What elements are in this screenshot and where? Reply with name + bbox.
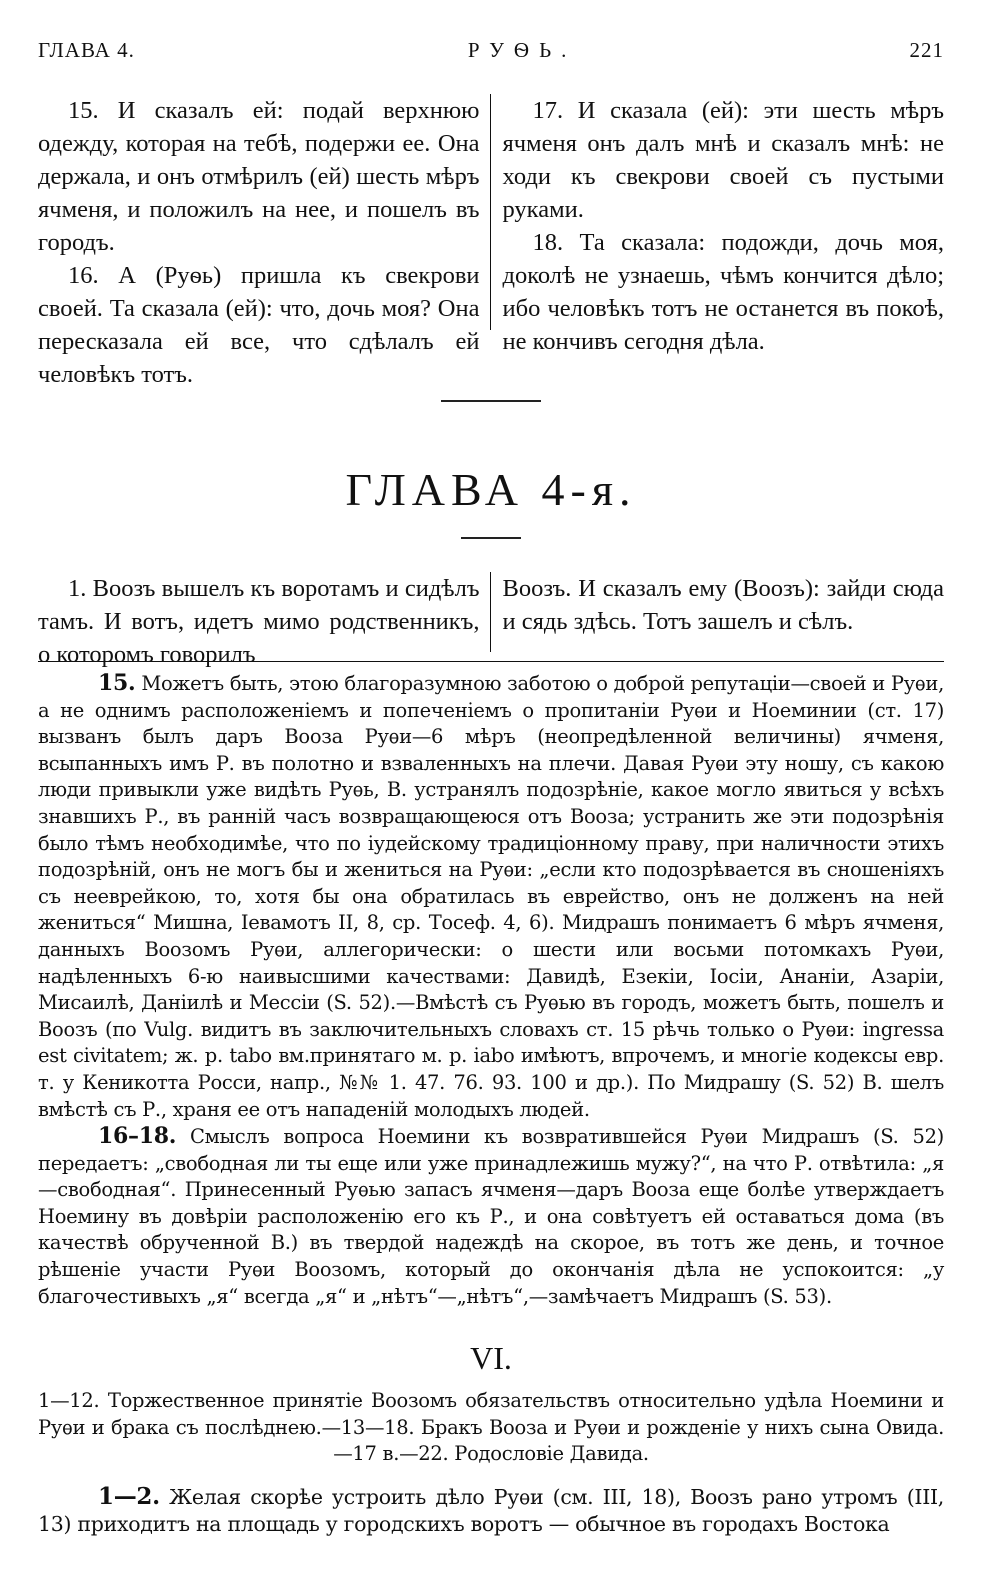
commentary-text: Желая скорѣе устроить дѣло Руѳи (см. III, 18), Воозъ рано утромъ (III, 13) приходитъ на площадь у городскихъ воротъ — обычное въ городахъ Востока bbox=[38, 1485, 944, 1536]
commentary-paragraph bbox=[38, 670, 944, 1123]
chapter4-right-column bbox=[491, 572, 945, 652]
commentary-text: Смыслъ вопроса Ноемини къ возвратившейся Руѳи Мидрашъ (S. 52) передаетъ: „свободная ли ты еще или уже принадлежишь мужу?“, на что Р. отвѣтила: „я—свободная“. Принесенный Руѳью запасъ ячменя—даръ Вооза еще болѣе утверждаетъ Ноемину въ довѣріи расположенію его къ Р., и она совѣтуетъ ей оставаться дома (въ качествѣ обрученной В.) въ твердой надеждѣ на скорое, въ тотъ же день, и точное рѣшеніе участи Руѳи Воозомъ, который до окончанія дѣла не успокоится: „у благочестивыхъ „я“ всегда „я“ и „нѣтъ“—„нѣтъ“,—замѣчаетъ Мидрашъ (S. 53). bbox=[38, 1125, 944, 1308]
header-chapter: ГЛАВА 4. bbox=[38, 38, 135, 62]
verse-16: 16. А (Руѳь) пришла къ свекрови своей. Та сказала (ей): что, дочь моя? Она пересказала ей все, что сдѣлалъ ей человѣкъ тотъ. bbox=[38, 262, 480, 388]
commentary-paragraph bbox=[38, 1123, 944, 1310]
running-header bbox=[38, 38, 944, 78]
summary-text: 1—12. Торжественное принятіе Воозомъ обязательствъ относительно удѣла Ноемини и Руѳи и брака съ послѣднею.—13—18. Бракъ Вооза и Руѳи и рожденіе у нихъ сына Овида.—17 в.—22. Родословіе Давида. bbox=[38, 1389, 944, 1466]
header-book-title: РУѲЬ. bbox=[467, 38, 577, 62]
verses-right-column bbox=[491, 94, 945, 355]
verse-15: 15. И сказалъ ей: подай верхнюю одежду, которая на тебѣ, подержи ее. Она держала, и онъ отмѣрилъ (ей) шесть мѣръ ячменя, и положилъ на нее, и пошелъ въ городъ. bbox=[38, 97, 480, 256]
verses-columns-bottom bbox=[38, 572, 944, 668]
commentary bbox=[38, 670, 944, 1310]
page-number: 221 bbox=[909, 38, 944, 62]
verse-17: 17. И сказала (ей): эти шесть мѣръ ячменя онъ далъ мнѣ и сказалъ мнѣ: не ходи къ свекрови своей съ пустыми руками. bbox=[502, 97, 944, 223]
section-summary bbox=[38, 1388, 944, 1468]
verse-4-1: 1. Воозъ вышелъ къ воротамъ и сидѣлъ тамъ. И вотъ, идетъ мимо родственникъ, о которомъ говорилъ bbox=[38, 575, 480, 668]
verses-left-column bbox=[38, 94, 491, 388]
chapter-title: ГЛАВА 4-я. bbox=[345, 464, 637, 515]
commentary-paragraph bbox=[38, 1484, 944, 1537]
verse-4-1-continued: Воозъ. И сказалъ ему (Воозъ): зайди сюда и сядь здѣсь. Тотъ зашелъ и сѣлъ. bbox=[502, 575, 944, 635]
verses-columns-top bbox=[38, 94, 944, 388]
commentary-verse-ref: 16–18. bbox=[98, 1123, 177, 1150]
section-divider bbox=[441, 400, 541, 402]
page bbox=[38, 38, 944, 1537]
verse-18: 18. Та сказала: подожди, дочь моя, доколѣ не узнаешь, чѣмъ кончится дѣло; ибо человѣкъ тотъ не останется въ покоѣ, не кончивъ сегодня дѣла. bbox=[502, 229, 944, 355]
commentary-text: Можетъ быть, этою благоразумною заботою о доброй репутаціи—своей и Руѳи, а не однимъ расположеніемъ и попеченіемъ о пропитаніи Руѳи и Ноеминии (ст. 17) вызванъ былъ даръ Вооза Руѳи—6 мѣръ (неопредѣленной величины) ячменя, всыпанныхъ имъ Р. въ полотно и взваленныхъ на плечи. Давая Руѳи эту ношу, съ какою люди привыкли уже видѣть Руѳь, В. устранялъ подозрѣніе, какое могло явиться у всѣхъ знавшихъ Р., въ ранній часъ возвращающеюся отъ Вооза; устранить же эти подозрѣнія было тѣмъ необходимѣе, что по іудейскому традиціонному праву, при наличности этихъ подозрѣній, онъ не могъ бы и жениться на Руѳи: „если кто подозрѣвается въ сношеніяхъ съ нееврейкою, то, хотя бы она обратилась въ еврейство, онъ не долженъ на ней жениться“ Мишна, Іевамотъ II, 8, ср. Тосеф. 4, 6). Мидрашъ понимаетъ 6 мѣръ ячменя, данныхъ Воозомъ Руѳи, аллегорически: о шести или восьми потомкахъ Руѳи, надѣленныхъ 6-ю наивысшими качествами: Давидѣ, Езекіи, Іосіи, Ананіи, Азаріи, Мисаилѣ, Даніилѣ и Мессіи (S. 52).—Вмѣстѣ съ Руѳью въ городъ, можетъ быть, пошелъ и Воозъ (по Vulg. видитъ въ заключительныхъ словахъ ст. 15 рѣчь только о Руѳи: ingressa est civitatem; ж. р. tabo вм.принятаго м. р. iabo имѣютъ, впрочемъ, и многіе кодексы евр. т. у Кеникотта Росси, напр., №№ 1. 47. 76. 93. 100 и др.). По Мидрашу (S. 52) В. шелъ вмѣстѣ съ Р., храня ее отъ нападеній молодыхъ людей. bbox=[38, 672, 944, 1121]
section-number: VI. bbox=[470, 1340, 512, 1377]
commentary-verse-ref: 15. bbox=[98, 670, 136, 696]
title-underline bbox=[461, 537, 521, 539]
chapter4-left-column bbox=[38, 572, 491, 668]
commentary-verse-ref: 1—2. bbox=[98, 1483, 160, 1511]
commentary-continued bbox=[38, 1484, 944, 1537]
